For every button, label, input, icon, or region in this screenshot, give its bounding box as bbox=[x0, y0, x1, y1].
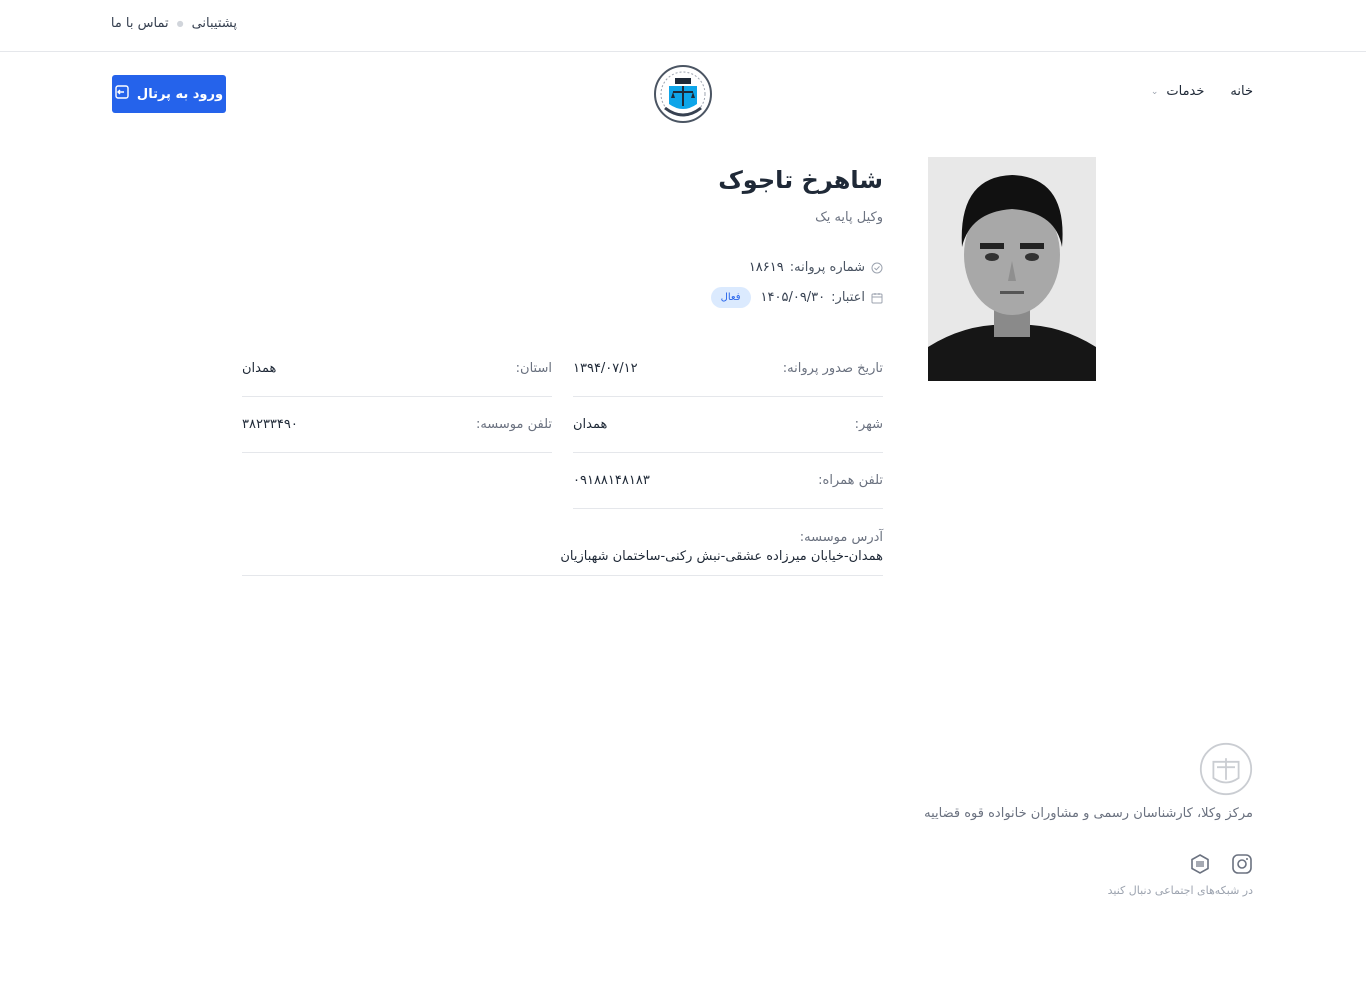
issue-date-label: تاریخ صدور پروانه: bbox=[782, 361, 883, 376]
address-value: همدان-خیابان میرزاده عشقی-نبش رکنی-ساختمان شهبازیان bbox=[560, 549, 883, 564]
separator-dot: ● bbox=[176, 19, 184, 28]
top-bar bbox=[0, 0, 1366, 52]
chevron-down-icon: ⌄ bbox=[1150, 86, 1159, 97]
address-label: آدرس موسسه: bbox=[799, 530, 883, 545]
instagram-icon[interactable] bbox=[1231, 853, 1253, 875]
issue-date-field bbox=[573, 341, 883, 397]
lawyer-title: وکیل پایه یک bbox=[815, 210, 883, 225]
address-field bbox=[242, 520, 883, 576]
status-badge: فعال bbox=[711, 287, 751, 308]
city-field bbox=[573, 397, 883, 453]
province-field bbox=[242, 341, 552, 397]
rubika-icon[interactable] bbox=[1189, 853, 1211, 875]
license-value: ۱۸۶۱۹ bbox=[748, 260, 784, 275]
office-phone-value: ۳۸۲۳۳۴۹۰ bbox=[242, 417, 298, 432]
lawyer-name: شاهرخ تاجوک bbox=[718, 166, 883, 194]
mobile-field bbox=[573, 453, 883, 509]
validity-label: اعتبار: bbox=[831, 290, 865, 305]
office-phone-field bbox=[242, 397, 552, 453]
social-links bbox=[1189, 853, 1253, 875]
check-circle-icon bbox=[871, 262, 883, 274]
footer-logo bbox=[1199, 742, 1253, 796]
issue-date-value: ۱۳۹۴/۰۷/۱۲ bbox=[573, 361, 638, 376]
province-label: استان: bbox=[515, 361, 552, 376]
nav-home[interactable]: خانه bbox=[1230, 84, 1253, 99]
mobile-value: ۰۹۱۸۸۱۴۸۱۸۳ bbox=[573, 473, 650, 488]
portal-login-label: ورود به پرتال bbox=[136, 86, 224, 102]
contact-link[interactable]: تماس با ما bbox=[110, 16, 169, 31]
license-number-row bbox=[749, 260, 883, 275]
social-note: در شبکه‌های اجتماعی دنبال کنید bbox=[1107, 884, 1253, 897]
portal-login-button[interactable] bbox=[112, 75, 226, 113]
nav-services[interactable] bbox=[1151, 84, 1205, 99]
site-header bbox=[0, 52, 1366, 138]
mobile-label: تلفن همراه: bbox=[818, 473, 883, 488]
top-links bbox=[111, 16, 237, 31]
support-link[interactable]: پشتیبانی bbox=[191, 16, 237, 31]
nav-services-label: خدمات bbox=[1166, 84, 1205, 99]
lawyer-photo bbox=[928, 157, 1096, 381]
main-nav bbox=[1151, 84, 1253, 99]
login-icon bbox=[115, 85, 129, 103]
calendar-icon bbox=[871, 292, 883, 304]
validity-value: ۱۴۰۵/۰۹/۳۰ bbox=[760, 290, 826, 305]
city-label: شهر: bbox=[854, 417, 883, 432]
validity-row bbox=[711, 287, 883, 308]
office-phone-label: تلفن موسسه: bbox=[475, 417, 552, 432]
province-value: همدان bbox=[242, 361, 277, 376]
license-label: شماره پروانه: bbox=[789, 260, 865, 275]
judiciary-logo[interactable] bbox=[653, 64, 713, 124]
city-value: همدان bbox=[573, 417, 608, 432]
footer-title: مرکز وکلا، کارشناسان رسمی و مشاوران خانواده قوه قضاییه bbox=[924, 806, 1253, 821]
